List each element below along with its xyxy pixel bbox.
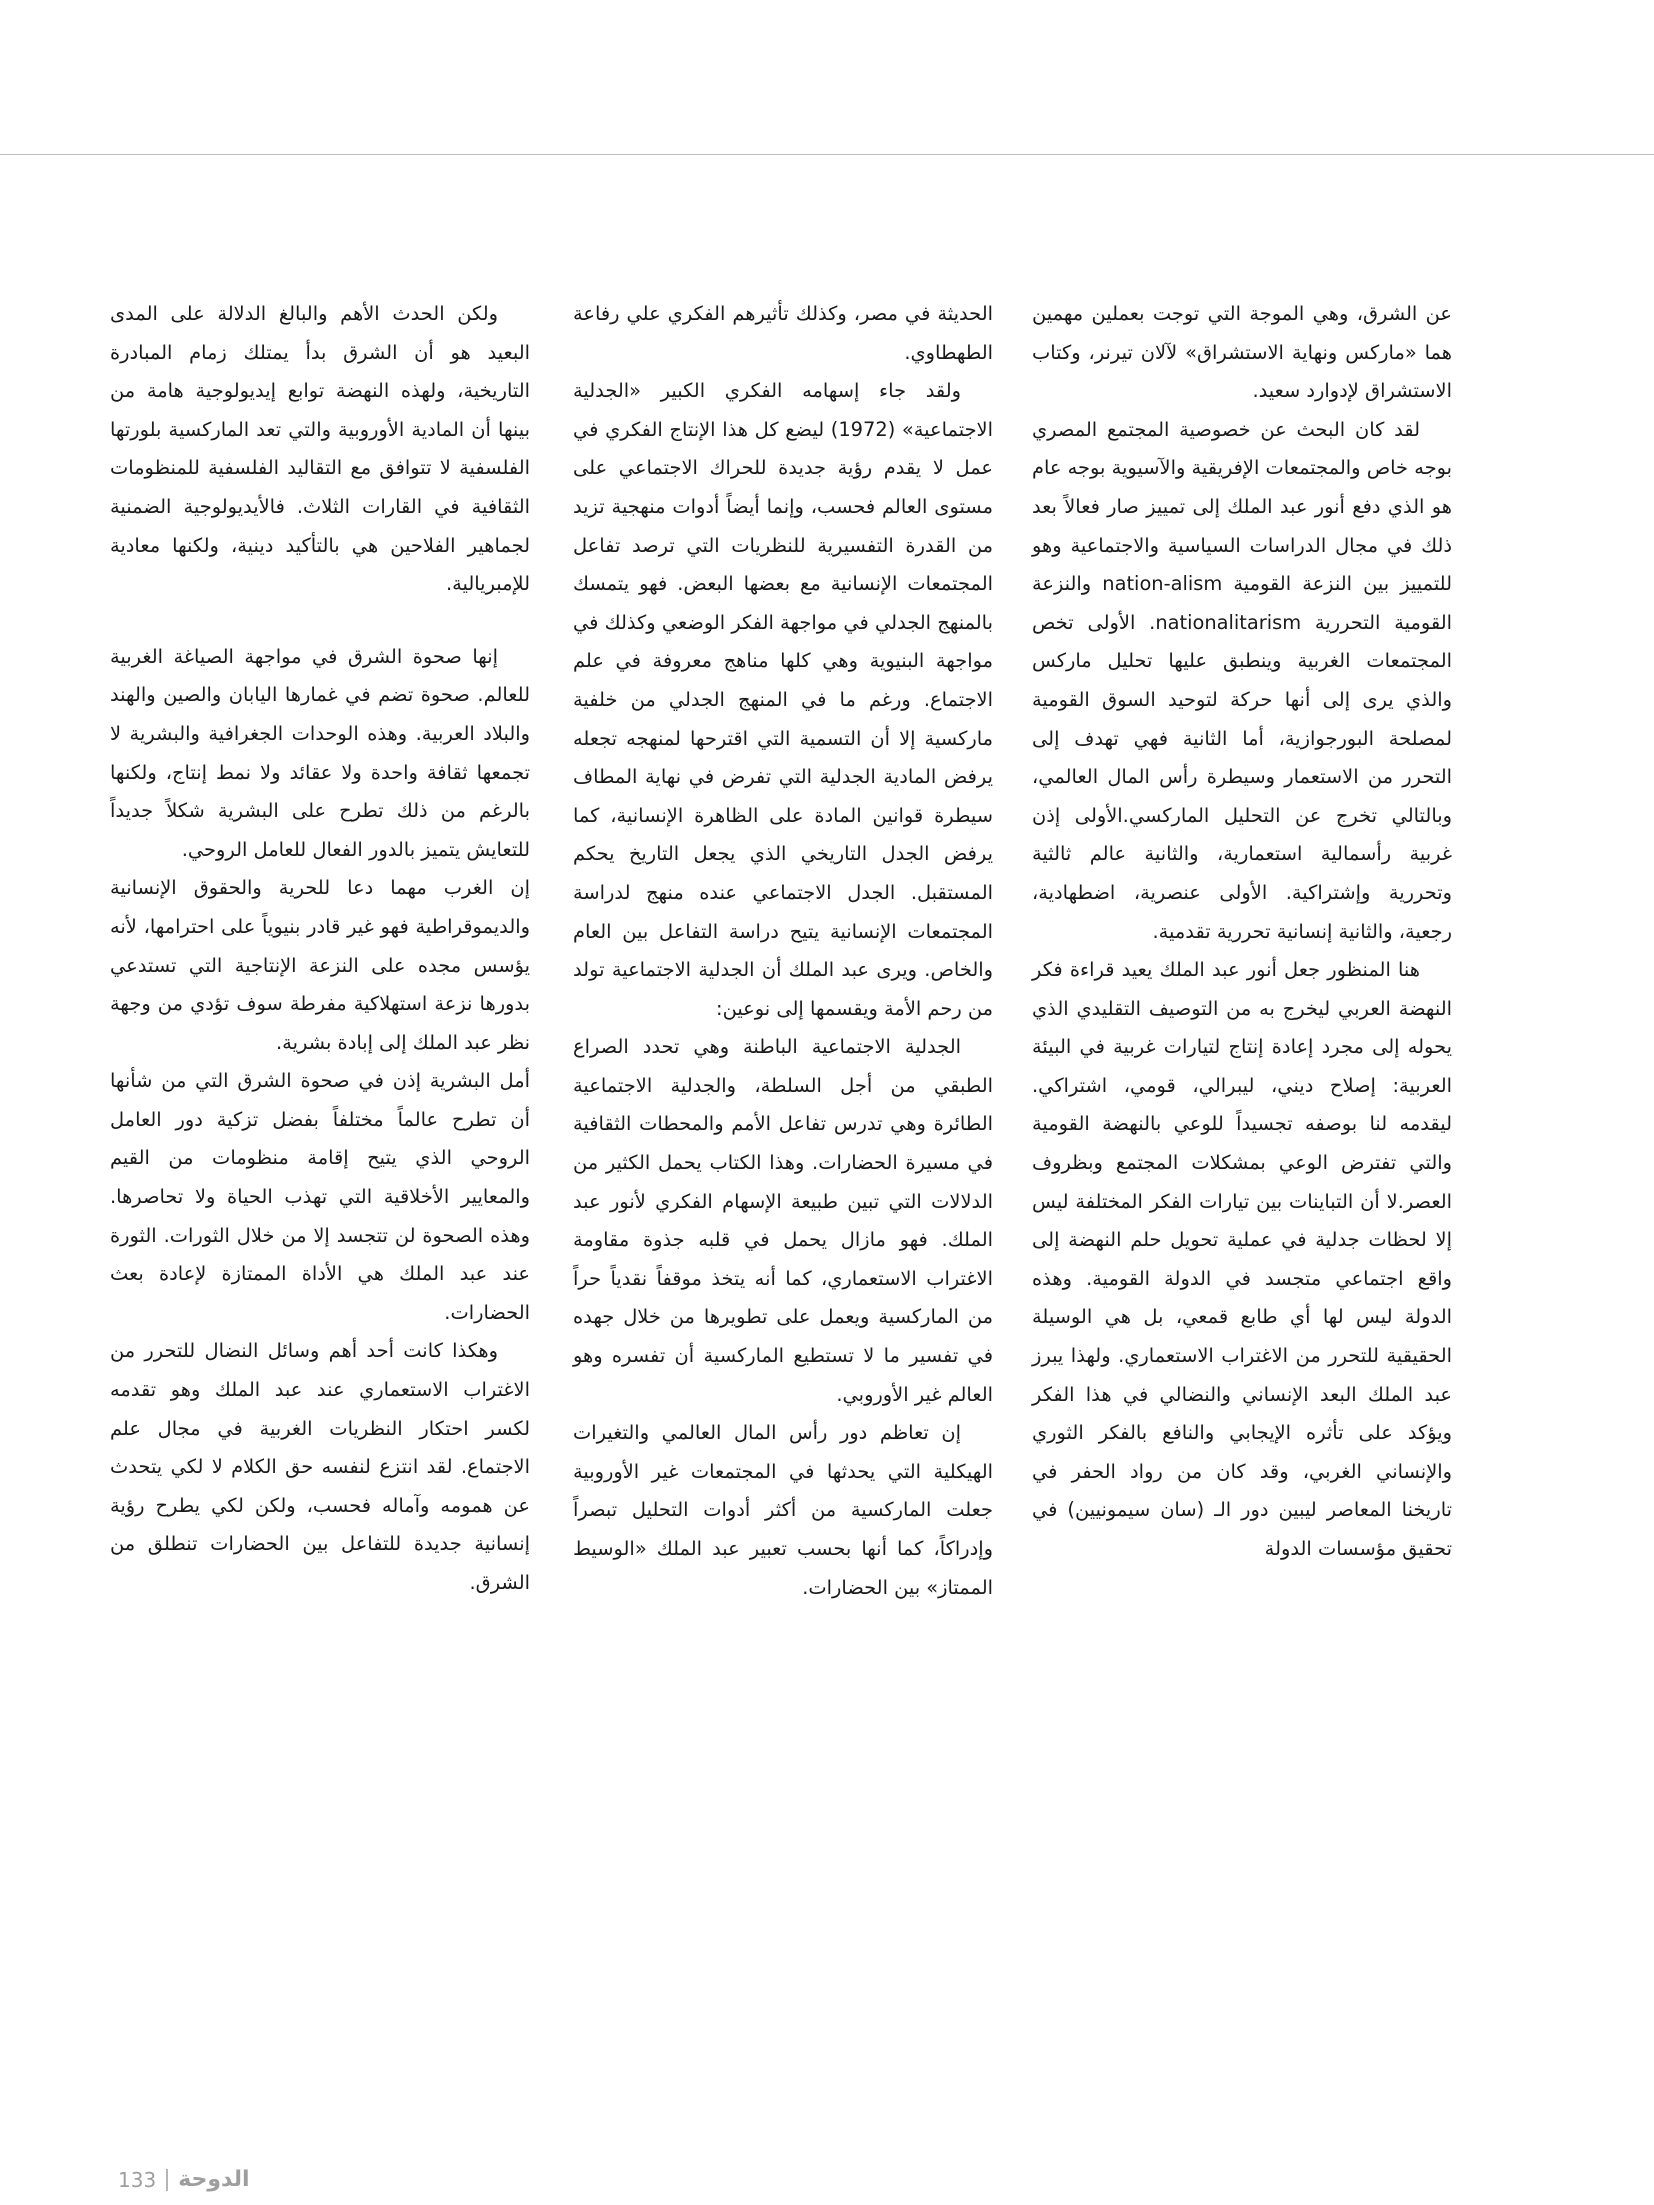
page-number: 133 — [118, 2167, 157, 2192]
paragraph: أمل البشرية إذن في صحوة الشرق التي من شأنها أن تطرح عالماً مختلفاً بفضل تزكية دور العامل الروحي الذي يتيح إقامة منظومات من القيم والمعايير الأخلاقية التي تهذب الحياة ولا تحاصرها. وهذه الصحوة لن تتجسد إلا من خلال الثورات. الثورة عند عبد الملك هي الأداة الممتازة لإعادة بعث الحضارات. — [110, 1069, 530, 1324]
paragraph: إن الغرب مهما دعا للحرية والحقوق الإنسانية والديموقراطية فهو غير قادر بنيوياً على احترامها، لأنه يؤسس مجده على النزعة الإنتاجية التي تستدعي بدورها نزعة استهلاكية مفرطة سوف تؤدي من وجهة نظر عبد الملك إلى إبادة بشرية. — [110, 876, 530, 1054]
article-column-middle — [573, 295, 993, 1607]
paragraph: وهكذا كانت أحد أهم وسائل النضال للتحرر من الاغتراب الاستعماري عند عبد الملك وهو تقدمه لكسر احتكار النظريات الغربية في مجال علم الاجتماع. لقد انتزع لنفسه حق الكلام لا لكي يتحدث عن همومه وآماله فحسب، ولكن لكي يطرح رؤية إنسانية جديدة للتفاعل بين الحضارات تنطلق من الشرق. — [110, 1339, 530, 1594]
article-column-left — [110, 295, 530, 1603]
page-footer — [118, 2167, 250, 2192]
paragraph: لقد كان البحث عن خصوصية المجتمع المصري بوجه خاص والمجتمعات الإفريقية والآسيوية بوجه عام هو الذي دفع أنور عبد الملك إلى تمييز صار فعالاً بعد ذلك في مجال الدراسات السياسية والاجتماعية وهو للتمييز بين النزعة القومية nation-alism والنزعة القومية التحررية nationalitarism. الأولى تخص المجتمعات الغربية وينطبق عليها تحليل ماركس والذي يرى إلى أنها حركة لتوحيد السوق القومية لمصلحة البورجوازية، أما الثانية فهي تهدف إلى التحرر من الاستعمار وسيطرة رأس المال العالمي، وبالتالي تخرج عن التحليل الماركسي.الأولى إذن غربية رأسمالية استعمارية، والثانية عالم ثالثية وتحررية وإشتراكية. الأولى عنصرية، اضطهادية، رجعية، والثانية إنسانية تحررية تقدمية. — [1032, 417, 1452, 943]
paragraph: هنا المنظور جعل أنور عبد الملك يعيد قراءة فكر النهضة العربي ليخرج به من التوصيف التقليدي الذي يحوله إلى مجرد إعادة إنتاج لتيارات غربية في البيئة العربية: إصلاح ديني، ليبرالي، قومي، اشتراكي. ليقدمه لنا بوصفه تجسيداً للوعي بالنهضة القومية والتي تفترض الوعي بمشكلات المجتمع وبظروف العصر.لا أن التباينات بين تيارات الفكر المختلفة ليس إلا لحظات جدلية في عملية تحويل حلم النهضة إلى واقع اجتماعي متجسد في الدولة القومية. وهذه الدولة ليس لها أي طابع قمعي، بل هي الوسيلة الحقيقية للتحرر من الاغتراب الاستعماري. ولهذا يبرز عبد الملك البعد الإنساني والنضالي في هذا الفكر ويؤكد على تأثره الإيجابي والنافع بالفكر الثوري والإنساني الغربي، وقد كان من رواد الحفر في تاريخنا المعاصر ليبين دور الـ (سان سيمونيين) في تحقيق مؤسسات الدولة — [1032, 958, 1452, 1560]
article-column-right — [1032, 295, 1452, 1569]
magazine-logo: الدوحة — [178, 2167, 250, 2192]
paragraph: عن الشرق، وهي الموجة التي توجت بعملين مهمين هما «ماركس ونهاية الاستشراق» لآلان تيرنر، وكتاب الاستشراق لإدوارد سعيد. — [1032, 302, 1452, 403]
paragraph: إن تعاظم دور رأس المال العالمي والتغيرات الهيكلية التي يحدثها في المجتمعات غير الأوروبية جعلت الماركسية من أكثر أدوات التحليل تبصراً وإدراكاً، كما أنها بحسب تعبير عبد الملك «الوسيط الممتاز» بين الحضارات. — [573, 1421, 993, 1599]
paragraph: إنها صحوة الشرق في مواجهة الصياغة الغربية للعالم. صحوة تضم في غمارها اليابان والصين والهند والبلاد العربية. وهذه الوحدات الجغرافية والبشرية لا تجمعها ثقافة واحدة ولا عقائد ولا نمط إنتاج، ولكنها بالرغم من ذلك تطرح على البشرية شكلاً جديداً للتعايش يتميز بالدور الفعال للعامل الروحي. — [110, 644, 530, 861]
paragraph: الجدلية الاجتماعية الباطنة وهي تحدد الصراع الطبقي من أجل السلطة، والجدلية الاجتماعية الطائرة وهي تدرس تفاعل الأمم والمحطات الثقافية في مسيرة الحضارات. وهذا الكتاب يحمل الكثير من الدلالات التي تبين طبيعة الإسهام الفكري لأنور عبد الملك. فهو مازال يحمل في قلبه جذوة مقاومة الاغتراب الاستعماري، كما أنه يتخذ موقفاً نقدياً حراً من الماركسية ويعمل على تطويرها من خلال جهده في تفسير ما لا تستطيع الماركسية أن تفسره وهو العالم غير الأوروبي. — [573, 1035, 993, 1406]
top-divider-line — [0, 154, 1654, 155]
footer-divider — [166, 2169, 168, 2191]
paragraph: ولكن الحدث الأهم والبالغ الدلالة على المدى البعيد هو أن الشرق بدأ يمتلك زمام المبادرة التاريخية، ولهذه النهضة توابع إيديولوجية هامة من بينها أن المادية الأوروبية والتي تعد الماركسية بلورتها الفلسفية لا تتوافق مع التقاليد الفلسفية للمنظومات الثقافية في القارات الثلاث. فالأيديولوجية الضمنية لجماهير الفلاحين هي بالتأكيد دينية، ولكنها معادية للإمبريالية. — [110, 302, 530, 596]
paragraph: الحديثة في مصر، وكذلك تأثيرهم الفكري علي رفاعة الطهطاوي. — [573, 302, 993, 364]
paragraph: ولقد جاء إسهامه الفكري الكبير «الجدلية الاجتماعية» (1972) ليضع كل هذا الإنتاج الفكري في عمل لا يقدم رؤية جديدة للحراك الاجتماعي على مستوى العالم فحسب، وإنما أيضاً أدوات منهجية تزيد من القدرة التفسيرية للنظريات التي ترصد تفاعل المجتمعات الإنسانية مع بعضها البعض. فهو يتمسك بالمنهج الجدلي في مواجهة الفكر الوضعي وكذلك في مواجهة البنيوية وهي كلها مناهج معروفة في علم الاجتماع. ورغم ما في المنهج الجدلي من خلفية ماركسية إلا أن التسمية التي اقترحها لمنهجه تجعله يرفض المادية الجدلية التي تفرض في نهاية المطاف سيطرة قوانين المادة على الظاهرة الإنسانية، كما يرفض الجدل التاريخي الذي يجعل التاريخ يحكم المستقبل. الجدل الاجتماعي عنده منهج لدراسة المجتمعات الإنسانية يتيح دراسة التفاعل بين العام والخاص. ويرى عبد الملك أن الجدلية الاجتماعية تولد من رحم الأمة ويقسمها إلى نوعين: — [573, 379, 994, 1020]
